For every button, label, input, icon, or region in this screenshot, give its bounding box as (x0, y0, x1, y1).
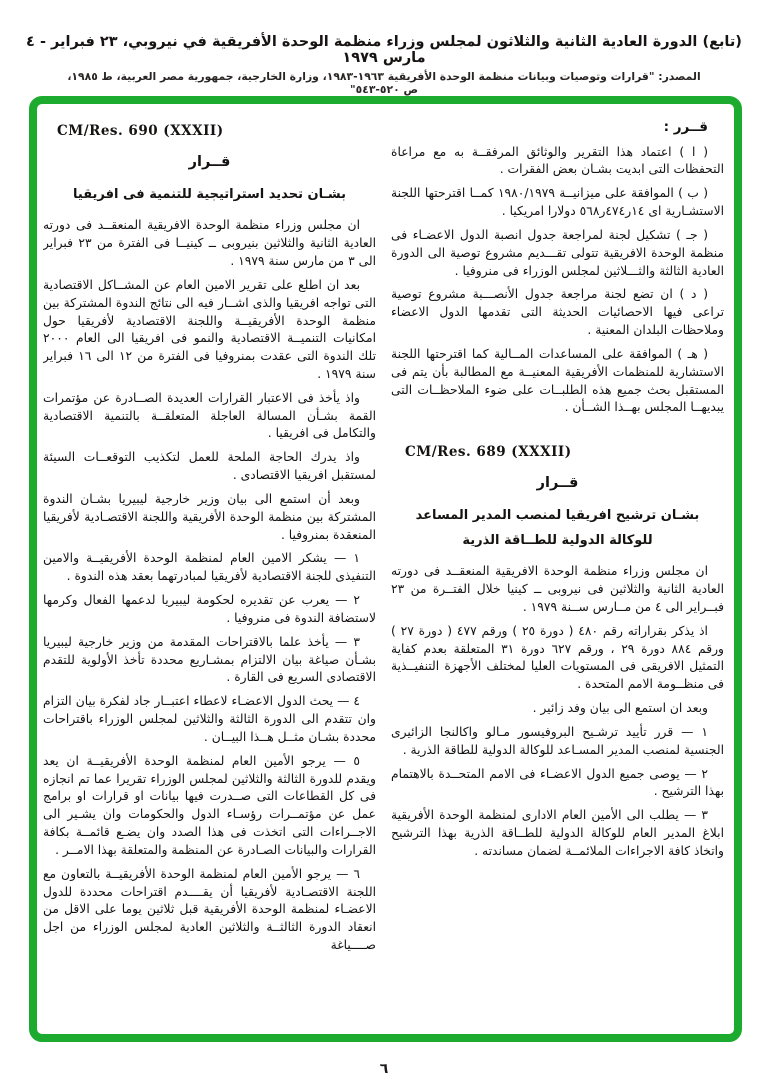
resolution-paragraph: ٦ — يرجو الأمين العام لمنظمة الوحدة الأفريقيــة بالتعاون مع اللجنة الاقتصـادية لأفريقيا أن يقــــدم اقتراحات محددة للدول الاعضـاء لمنظمة الوحدة الأفريقية قبل ثلاثين يوما على الاقل من انعقاد الدورة الثالثــة والثلاثين العادية لمجلس الوزراء من اجل صــــياغة (43, 866, 376, 953)
resolution-paragraph: ٥ — يرجو الأمين العام لمنظمة الوحدة الأفريقيــة ان يعد ويقدم للدورة الثالثة والثلاثين لمجلس الوزراء تقريرا عما تم انجازه فى كل القطاعات التى صــدرت فيها بيانات او قرارات او برامج عمل عن مؤتمــرات رؤسـاء الدول والحكومات وان يشـير الى الاجــراءات التى اتخذت فى هذا الصدد وان يضـع قائمــة بكافة القرارات والبيانات الصـادرة عن المنظمة والمتعلقة بهذا الامــر . (43, 753, 376, 857)
resolution-ref-689: CM/Res. 689 (XXXII) (405, 444, 572, 461)
decree-item-e: ( هـ ) الموافقة على المساعدات المــالية كما اقترحتها اللجنة الاستشارية للمنظمات الأفريقية المعنيــة مع المطالبة بأن يتم فى المستقبل بحث جميع هذه الطلبــات على ضوء الملاحظــات التى يبديهــا المجلس بهــذا الشــأن . (391, 346, 724, 415)
decree-item-b: ( ب ) الموافقة على ميزانيــة ١٩٨٠/١٩٧٩ كمــا اقترحتها اللجنة الاستشـارية اى ١٤ر٤٧٤ر٥٦٨ دولارا امريكيا . (391, 186, 724, 219)
resolution-ref-690: CM/Res. 690 (XXXII) (57, 123, 224, 139)
resolution-paragraph: واذ يأخذ فى الاعتبار القرارات العديدة الصــادرة عن مؤتمرات القمة بشـأن المسالة العاجلة المتعلقــة بالتنمية الاقتصادية والتكامل فى افريقيا . (43, 390, 376, 441)
resolution-subtitle-line2: للوكالة الدولية للطــاقة الذرية (462, 532, 653, 548)
resolution-paragraph: ٢ — يعرب عن تقديره لحكومة ليبيريا لدعمها الفعال وكرمها لاستضافة الندوة فى منروفيا . (43, 593, 376, 625)
session-title: (تابع) الدورة العادية الثانية والثلاثون لمجلس وزراء منظمة الوحدة الأفريقية في نيروبي، ٢٣ فبراير - ٤ مارس ١٩٧٩ (26, 34, 742, 66)
resolution-subtitle-block-689 (391, 506, 724, 552)
decree-item-a: ( ا ) اعتماد هذا التقرير والوثائق المرفقــة به مع مراعاة التحفظات التى ابديت بشـان بعض الفقرات . (391, 144, 724, 177)
resolution-title-689: قــرار (536, 474, 579, 491)
decree-intro: قــرر : (663, 119, 708, 135)
decree-item-c: ( جـ ) تشكيل لجنة لمراجعة جدول انصبة الدول الاعضـاء فى منظمة الوحدة الافريقية تتولى تقـــديم مشروع توصية الى الدورة العادية الثالثة والثـــلاثين لمجلس الوزراء فى منروفيا . (391, 227, 724, 278)
column-right (391, 118, 724, 1024)
decree-item-d: ( د ) ان تضع لجنة مراجعة جدول الأنصـــبة مشروع توصية تراعى فيها الاحصائيات الحديثة التى تقدمها الدول الاعضاء وملاحظات البلدان المعنية . (391, 287, 724, 338)
green-border-frame (29, 96, 742, 1042)
resolution-paragraph: واذ يدرك الحاجة الملحة للعمل لتكذيب التوقعــات السيئة لمستقبل افريقيا الاقتصادى . (43, 450, 376, 483)
resolution-subtitle-line1: بشـان ترشيح افريقيا لمنصب المدير المساعد (415, 507, 700, 523)
resolution-paragraph: وبعد ان استمع الى بيان وفد زائير . (532, 701, 708, 716)
resolution-paragraph: ١ — يشكر الامين العام لمنظمة الوحدة الأفريقيــة والامين التنفيذى للجنة الاقتصادية لأفريقيا لمبادرتهما بعقد هذه الندوة . (43, 551, 376, 584)
resolution-paragraph: ٣ — يأخذ علما بالاقتراحات المقدمة من وزير خارجية ليبيريا بشـأن صياغة بيان الالتزام بمشـاريع محددة تأخذ الأولوية للتقدم الاقتصادى السريع فى القارة . (43, 634, 376, 685)
resolution-paragraph: ان مجلس وزراء منظمة الوحدة الافريقية المنعقــد فى دورته العادية الثانية والثلاثين فى نيروبى ــ كينيا خلال الفتــرة من ٢٣ فبــراير الى ٤ من مــارس ســنة ١٩٧٩ . (391, 564, 724, 614)
column-left (43, 118, 376, 1024)
resolution-paragraph: اذ يذكر بقراراته رقم ٤٨٠ ( دورة ٢٥ ) ورقم ٤٧٧ ( دورة ٢٧ ) ورقم ٨٨٤ دورة ٢٩ ، ورقم ٦٢٧ دورة ٣١ المتعلقة بعدم كفاية التمثيل الافريقى فى المستويات العليا لمختلف الأجهزة التنفيــذية فى منظــومة الامم المتحدة . (391, 623, 724, 692)
section-divider-space (391, 423, 724, 439)
document-header (0, 34, 768, 96)
resolution-paragraph: بعد ان اطلع على تقرير الامين العام عن المشــاكل الاقتصادية التى تواجه افريقيا والذى اشــار فيه الى نتائج الندوة المشتركة بين منظمة الوحدة الأفريقيــة واللجنة الاقتصادية لأفريقيا حول امكانيات التنميــة الاقتصادية والنمو فى افريقيا الى العام ٢٠٠٠ تلك الندوة التى عقدت بمنروفيا فى الفترة من ١٢ الى ١٦ فبراير سنة ١٩٧٩ . (43, 277, 376, 381)
resolution-paragraph: ١ — قرر تأييد ترشـيح البروفيسور مـالو واكالنجا الزائيرى الجنسية لمنصب المدير المسـاعد للوكالة الدولية للطاقة الذرية . (391, 724, 724, 757)
resolution-title-690: قــرار (188, 153, 231, 170)
resolution-paragraph: ٣ — يطلب الى الأمين العام الادارى لمنظمة الوحدة الأفريقية ابلاغ المدير العام للوكالة الدولية للطــاقة الذرية بهذا الترشيح واتخاذ كافة الاجراءات الملائمــة لضمان مساندته . (391, 808, 724, 858)
page-number: ٦ (379, 1061, 389, 1077)
two-column-layout (43, 118, 724, 1024)
resolution-paragraph: ٤ — يحث الدول الاعضـاء لاعطاء اعتبــار جاد لفكرة بيان التزام وان تتقدم الى الدورة الثالثة والثلاثين لمجلس الوزراء باقتراحات محددة بشـان مثــل هــذا البيــان . (43, 694, 376, 744)
resolution-paragraph: ٢ — يوصى جميع الدول الاعضـاء فى الامم المتحــدة بالاهتمام بهذا الترشيح . (391, 766, 724, 799)
resolution-subtitle-690: بشـان تحديد استراتيجية للتنمية فى افريقيا (73, 186, 346, 202)
source-citation: المصدر: "قرارات وتوصيات وبيانات منظمة الوحدة الأفريقية ١٩٦٣-١٩٨٣، وزارة الخارجية، جمهورية مصر العربية، ط ١٩٨٥، ص ٥٢٠-٥٤٣" (67, 70, 701, 96)
resolution-paragraph: ان مجلس وزراء منظمة الوحدة الافريقية المنعقــد فى دورته العادية الثانية والثلاثين بنيروبى ــ كينيــا فى الفترة من ٢٣ فبراير الى ٣ من مارس سنة ١٩٧٩ . (43, 218, 376, 269)
resolution-paragraph: وبعد أن استمع الى بيان وزير خارجية ليبيريا بشـان الندوة المشتركة بين منظمة الوحدة الأفريقية واللجنة الاقتصـادية لأفريقيا المنعقدة بمنروفيا . (43, 491, 376, 542)
